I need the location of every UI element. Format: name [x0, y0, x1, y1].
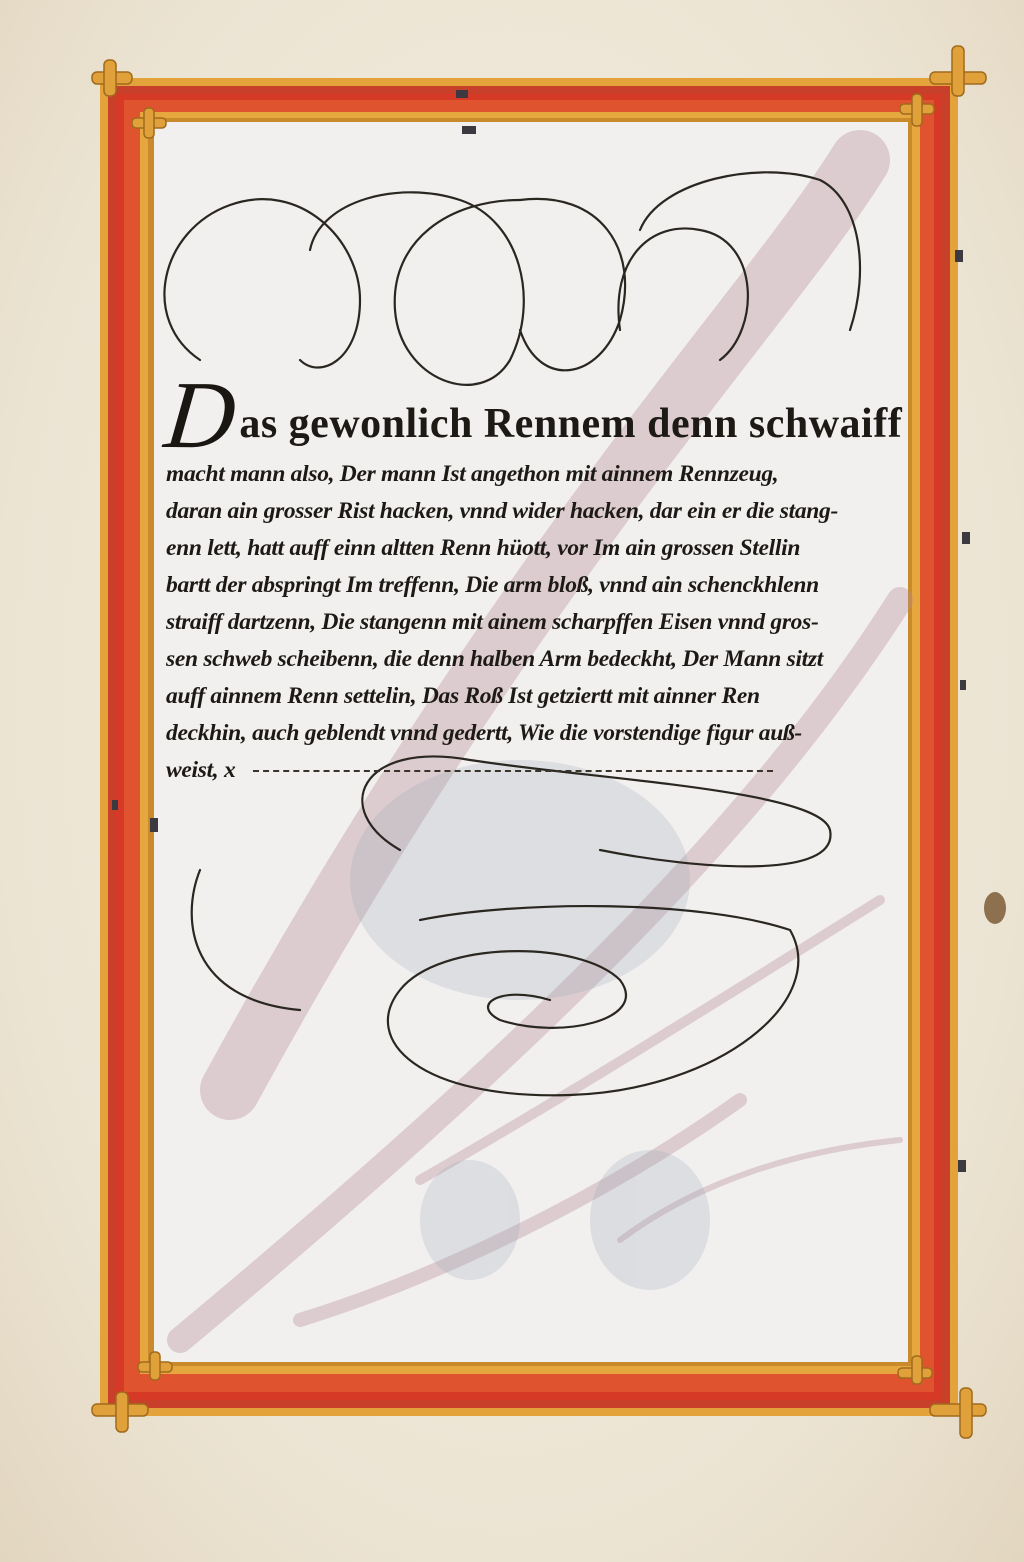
heading: [160, 361, 914, 468]
text-line: sen schweb scheibenn, die denn halben Arm bedeckht, Der Mann sitzt: [166, 646, 823, 672]
manuscript-text: [160, 361, 914, 789]
dashed-leader: [253, 770, 773, 772]
final-text-line: [166, 752, 914, 789]
final-text: weist, x: [166, 757, 236, 783]
initial-capital: D: [160, 361, 242, 468]
ink-stain: [984, 892, 1006, 924]
heading-text: as gewonlich Rennem denn schwaiff: [239, 401, 903, 447]
text-line: macht mann also, Der mann Ist angethon mit ainnem Rennzeug,: [166, 461, 779, 487]
text-line: auff ainnem Renn settelin, Das Roß Ist getziertt mit ainner Ren: [166, 683, 760, 709]
text-line: straiff dartzenn, Die stangenn mit ainem scharpffen Eisen vnnd gros-: [166, 609, 819, 635]
text-line: daran ain grosser Rist hacken, vnnd wider hacken, dar ein er die stang-: [166, 498, 839, 524]
text-line: deckhin, auch geblendt vnnd gedertt, Wie die vorstendige figur auß-: [166, 720, 802, 746]
text-line: enn lett, hatt auff einn altten Renn hüott, vor Im ain grossen Stellin: [166, 535, 801, 561]
text-line: bartt der abspringt Im treffenn, Die arm bloß, vnnd ain schenckhlenn: [166, 572, 819, 598]
